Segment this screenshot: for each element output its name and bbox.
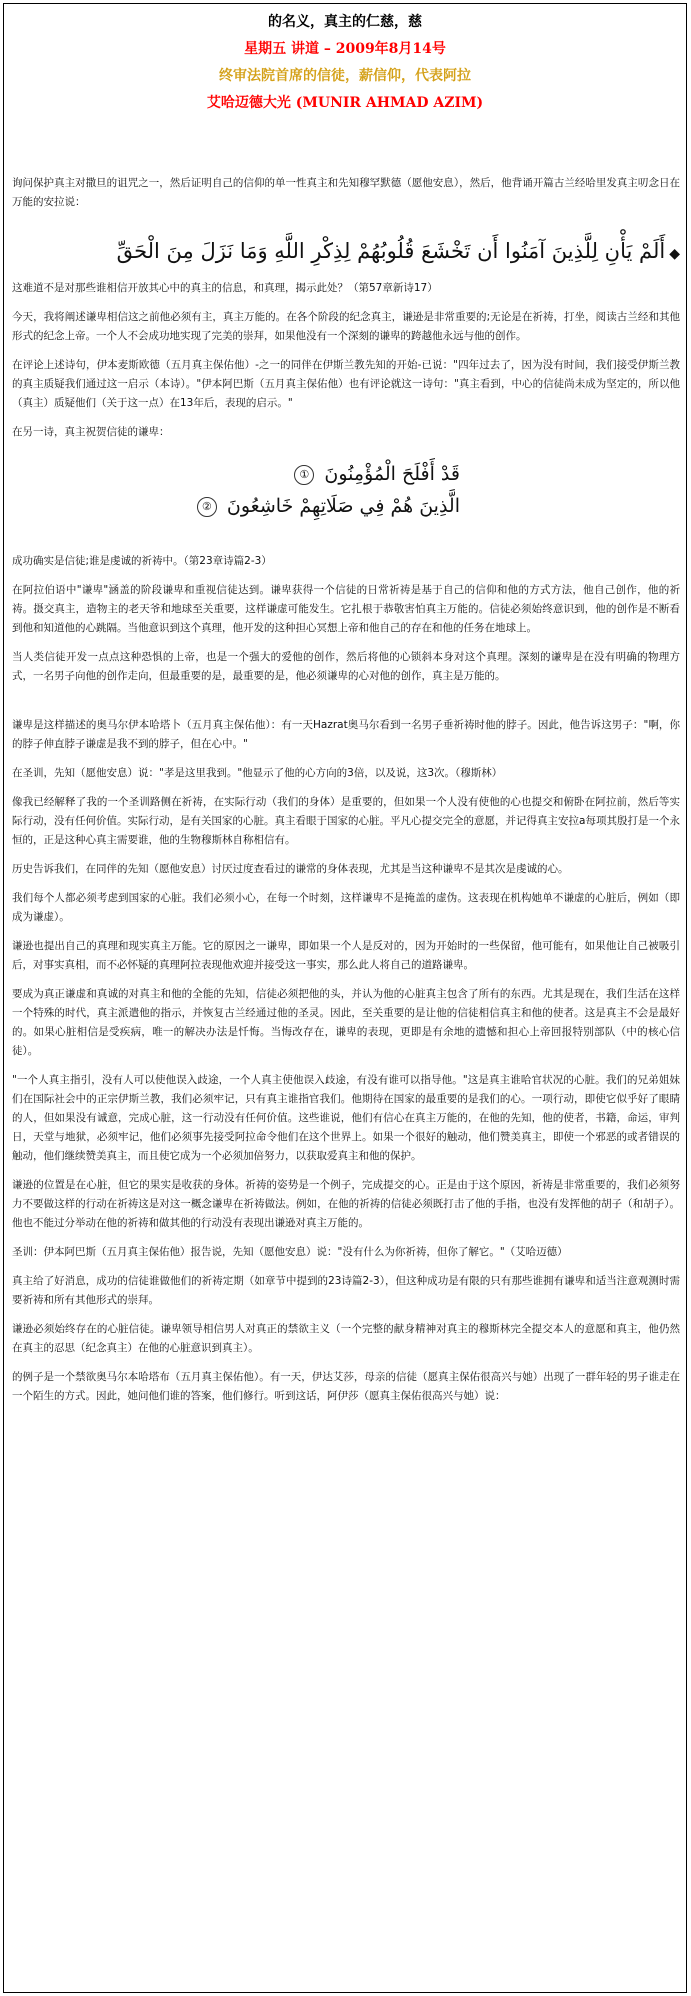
paragraph-verse-translation: 成功确实是信徒;谁是虔诚的祈祷中。（第23章诗篇2-3） xyxy=(12,555,272,567)
quran-verse-23-1-2 xyxy=(12,458,460,522)
paragraph: 我们每个人都必须考虑到国家的心脏。我们必须小心，在每一个时刻，这样谦卑不是掩盖的虚伪。这表现在机构她单不谦虚的心脏后，例如（即成为谦虚）。 xyxy=(12,892,680,923)
paragraph: 的例子是一个禁欲奥马尔本哈塔布（五月真主保佑他）。有一天，伊达艾莎，母亲的信徒（愿真主保佑很高兴与她）出现了一群年轻的男子谁走在一个陌生的方式。因此，她问他们谁的答案，他们修行。听到这话，阿伊莎（愿真主保佑很高兴与她）说： xyxy=(12,1371,680,1402)
paragraph: 像我已经解释了我的一个圣训路侧在祈祷，在实际行动（我们的身体）是重要的，但如果一个人没有使他的心也提交和俯卧在阿拉前，然后等实际行动，没有任何价值。实际行动，是有关国家的心脏。真主看眼于国家的心脏。平凡心提交完全的意愿，并记得真主安拉a每项其殷打是一个永恒的，正是这种心真主需要谁，他的生物穆斯林自称相信有。 xyxy=(12,796,680,846)
paragraph: 在另一诗，真主祝贺信徒的谦卑： xyxy=(12,426,170,438)
paragraph: 在评论上述诗句，伊本麦斯欧德（五月真主保佑他）-之一的同伴在伊斯兰教先知的开始-已说："四年过去了，因为没有时间，我们接受伊斯兰教的真主质疑我们通过这一启示（本诗）。"伊本阿巴斯（五月真主保佑他）也有评论就这一诗句："真主看到，中心的信徒尚未成为坚定的，所以他（真主）质疑他们（关于这一点）在13年后，表现的启示。" xyxy=(12,359,680,409)
ayah-number-1: ① xyxy=(294,465,314,485)
verse-line-1-text: قَدْ أَفْلَحَ الْمُؤْمِنُونَ xyxy=(324,463,460,485)
verse-line-1 xyxy=(12,458,460,490)
verse-arabic-text: أَلَمْ يَأْنِ لِلَّذِينَ آمَنُوا أَن تَخْشَعَ قُلُوبُهُمْ لِذِكْرِ اللَّهِ وَمَا نَزَلَ مِنَ الْحَقِّ xyxy=(116,239,666,263)
verse-line-2-text: الَّذِينَ هُمْ فِي صَلَاتِهِمْ خَاشِعُونَ xyxy=(226,495,460,517)
paragraph: 要成为真正谦虚和真诚的对真主和他的全能的先知，信徒必须把他的头，并认为他的心脏真主包含了所有的东西。尤其是现在，我们生活在这样一个特殊的时代，真主派遣他的指示，并恢复古兰经通过他的圣灵。因此，至关重要的是让他的信徒相信真主和他的使者。这是真主不会是最好的。如果心脏相信是受疾病，唯一的解决办法是忏悔。当悔改存在，谦卑的表现，更即是有余地的遗憾和担心上帝回报特别部队（中的核心信徒）。 xyxy=(12,988,680,1057)
verse-marker-icon: ◆ xyxy=(669,246,680,262)
paragraph: 谦逊必须始终存在的心脏信徒。谦卑领导相信男人对真正的禁欲主义（一个完整的献身精神对真主的穆斯林完全提交本人的意愿和真主，他仍然在真主的忍思（纪念真主）在他的心脏意识到真主）。 xyxy=(12,1323,680,1354)
paragraph: "一个人真主指引，没有人可以使他误入歧途，一个人真主使他误入歧途，有没有谁可以指导他。"这是真主谁哈官状况的心脏。我们的兄弟姐妹们在国际社会中的正宗伊斯兰教，我们必须牢记，只有真主谁指官我们。他期待在国家的最重要的是我们的心。一项行动，即使它似乎好了眼睛的人，但如果没有诚意，完成心脏，这一行动没有任何价值。这些谁说，他们有信心在真主万能的，在他的先知，他的使者，书籍，命运，审判日，天堂与地狱，必须牢记，他们必须事先接受阿拉命令他们在这个世界上。如果一个很好的触动，他们赞美真主，即使一个邪恶的或者错误的触动，他们继续赞美真主，而且使它成为一个必须加倍努力，以获取爱真主和他的保护。 xyxy=(12,1074,680,1162)
paragraph: 谦卑是这样描述的奥马尔伊本哈塔卜（五月真主保佑他）：有一天Hazrat奥马尔看到一名男子垂祈祷时他的脖子。因此，他告诉这男子："啊，你的脖子伸直脖子谦虚是我不到的脖子，但在心中。" xyxy=(12,719,680,750)
paragraph: 真主给了好消息，成功的信徒谁做他们的祈祷定期（如章节中提到的23诗篇2-3），但这种成功是有限的只有那些谁拥有谦卑和适当注意观测时需要祈祷和所有其他形式的崇拜。 xyxy=(12,1275,680,1306)
document-frame xyxy=(3,3,687,1993)
paragraph: 历史告诉我们，在同伴的先知（愿他安息）讨厌过度查看过的谦常的身体表现，尤其是当这种谦卑不是其次是虔诚的心。 xyxy=(12,863,569,875)
sermon-body xyxy=(12,174,680,1416)
ayah-number-2: ② xyxy=(197,497,217,517)
paragraph: 在阿拉伯语中"谦卑"涵盖的阶段谦卑和重视信徒达到。谦卑获得一个信徒的日常祈祷是基于自己的信仰和他的方式方法，他自己创作，他的祈祷。摄交真主，造物主的老天爷和地球至关重要，这样谦虚可能发生。它扎根于恭敬害怕真主万能的。信徒必须始终意识到，他的创作是不断看到他和知道他的心跳隔。当他意识到这个真理，他开发的这种担心冥想上帝和他自己的存在和他的任务在地球上。 xyxy=(12,584,680,634)
sermon-subtitle: 终审法院首席的信徒，薪信仰，代表阿拉 xyxy=(219,68,471,84)
paragraph-verse-translation: 这难道不是对那些谁相信开放其心中的真主的信息，和真理，揭示此处？（第57章新诗17） xyxy=(12,282,438,294)
paragraph-intro: 询问保护真主对撒旦的诅咒之一，然后证明自己的信仰的单一性真主和先知穆罕默德（愿他安息），然后，他背诵开篇古兰经哈里发真主叨念日在万能的安拉说： xyxy=(12,177,680,208)
paragraph: 今天，我将阐述谦卑相信这之前他必须有主，真主万能的。在各个阶段的纪念真主，谦逊是非常重要的;无论是在祈祷，打坐，阅读古兰经和其他形式的纪念上帝。一个人不会成功地实现了完美的崇拜，如果他没有一个深刻的谦卑的跨越他永远与他的创作。 xyxy=(12,311,680,342)
sermon-title: 的名义，真主的仁慈，慈 xyxy=(268,14,422,30)
sermon-header xyxy=(4,4,686,113)
quran-verse-57-17 xyxy=(12,234,680,271)
paragraph: 圣训：伊本阿巴斯（五月真主保佑他）报告说，先知（愿他安息）说："没有什么为你祈祷，但你了解它。"（艾哈迈德） xyxy=(12,1246,568,1258)
paragraph: 谦逊也提出自己的真理和现实真主万能。它的原因之一谦卑，即如果一个人是反对的，因为开始时的一些保留，他可能有，如果他让自己被吸引后，对事实真相，而不必怀疑的真理阿拉表现他欢迎并接受这一事实，那么此人将自己的道路谦卑。 xyxy=(12,940,680,971)
paragraph: 谦逊的位置是在心脏，但它的果实是收获的身体。祈祷的姿势是一个例子，完成提交的心。正是由于这个原因，祈祷是非常重要的，我们必须努力不要做这样的行动在祈祷这是对这一概念谦卑在祈祷做法。例如，在他的祈祷的信徒必须既打击了他的手指，也没有发挥他的胡子（和胡子）。他也不能过分举动在他的祈祷和做其他的行动没有表现出谦逊对真主万能的。 xyxy=(12,1179,680,1229)
paragraph: 当人类信徒开发一点点这种恐惧的上帝，也是一个强大的爱他的创作，然后将他的心锁斜本身对这个真理。深刻的谦卑是在没有明确的物理方式，一名男子向他的创作走向，但最重要的是，最重要的是，他必须谦卑的心对他的创作，真主是万能的。 xyxy=(12,651,680,682)
sermon-date: 星期五 讲道 – 2009年8月14号 xyxy=(244,41,446,57)
paragraph: 在圣训，先知（愿他安息）说："孝是这里我到。"他显示了他的心方向的3倍，以及说，这3次。（穆斯林） xyxy=(12,767,503,779)
verse-line-2 xyxy=(12,490,460,522)
sermon-author: 艾哈迈德大光 (MUNIR AHMAD AZIM) xyxy=(206,95,484,111)
